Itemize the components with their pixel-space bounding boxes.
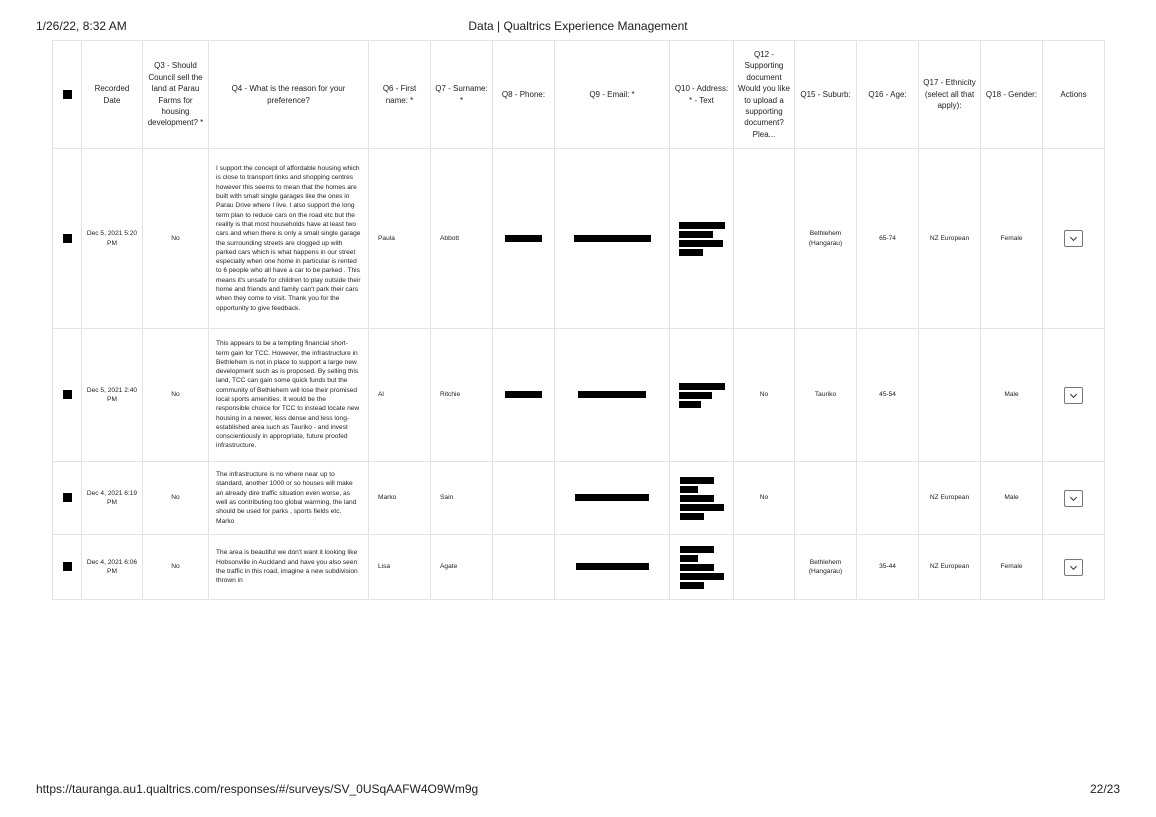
q4-cell: This appears to be a tempting financial short-term gain for TCC. However, the infrastructure in Bethlehem is not in place to support a large new development such as is proposed. By selling this land, TCC can gain some quick funds but the community of Bethlehem will lose their promised local sports amenities. It would be the responsible choice for TCC to instead locate new housing in a newer, less dense and less long-established area such as Tauriko - and invest conscientiously in appropriate, future proofed infrastructure.	[209, 329, 369, 462]
actions-button[interactable]	[1064, 230, 1083, 247]
supporting-doc-cell	[734, 149, 795, 329]
checkbox-icon[interactable]	[63, 562, 72, 571]
q4-cell: The infrastructure is no where near up to standard, another 1000 or so houses will make an already dire traffic situation even worse, as well as contributing too global warming, the land should be used for parks , sports fields etc. Marko	[209, 462, 369, 535]
age-cell: 35-44	[857, 535, 919, 600]
redacted-email	[578, 391, 646, 398]
ethnicity-cell: NZ European	[919, 535, 981, 600]
table-row	[53, 149, 1105, 329]
surname-cell: Agate	[431, 535, 493, 600]
col-header-q18[interactable]: Q18 - Gender:	[981, 41, 1043, 149]
age-cell: 45-54	[857, 329, 919, 462]
email-cell	[555, 462, 670, 535]
actions-cell	[1043, 535, 1105, 600]
actions-button[interactable]	[1064, 490, 1083, 507]
supporting-doc-cell: No	[734, 462, 795, 535]
checkbox-icon[interactable]	[63, 234, 72, 243]
col-header-q9[interactable]: Q9 - Email: *	[555, 41, 670, 149]
redacted-address	[679, 381, 725, 410]
gender-cell: Female	[981, 149, 1043, 329]
actions-button[interactable]	[1064, 387, 1083, 404]
chevron-down-icon	[1070, 390, 1077, 397]
redacted-email	[575, 494, 649, 501]
table-header-row	[53, 41, 1105, 149]
email-cell	[555, 329, 670, 462]
chevron-down-icon	[1070, 493, 1077, 500]
actions-cell	[1043, 462, 1105, 535]
actions-cell	[1043, 329, 1105, 462]
select-all-cell[interactable]	[53, 41, 82, 149]
email-cell	[555, 535, 670, 600]
surname-cell: Sain	[431, 462, 493, 535]
actions-button[interactable]	[1064, 559, 1083, 576]
actions-cell	[1043, 149, 1105, 329]
suburb-cell	[795, 462, 857, 535]
col-header-q8[interactable]: Q8 - Phone:	[493, 41, 555, 149]
print-footer	[36, 782, 1120, 798]
redacted-phone	[505, 391, 542, 398]
ethnicity-cell: NZ European	[919, 462, 981, 535]
table-row	[53, 535, 1105, 600]
col-header-recorded-date[interactable]: Recorded Date	[82, 41, 143, 149]
first-name-cell: Paula	[369, 149, 431, 329]
row-select-cell[interactable]	[53, 329, 82, 462]
page-number: 22/23	[1089, 782, 1120, 796]
redacted-email	[574, 235, 651, 242]
age-cell: 65-74	[857, 149, 919, 329]
row-select-cell[interactable]	[53, 462, 82, 535]
redacted-address	[680, 475, 724, 522]
checkbox-icon[interactable]	[63, 90, 72, 99]
address-cell	[670, 329, 734, 462]
col-header-actions: Actions	[1043, 41, 1105, 149]
recorded-date-cell: Dec 5, 2021 5:20 PM	[82, 149, 143, 329]
redacted-phone	[505, 235, 542, 242]
recorded-date-cell: Dec 4, 2021 6:19 PM	[82, 462, 143, 535]
col-header-q6[interactable]: Q6 - First name: *	[369, 41, 431, 149]
ethnicity-cell: NZ European	[919, 149, 981, 329]
page-title: Data | Qualtrics Experience Management	[468, 19, 688, 33]
gender-cell: Male	[981, 462, 1043, 535]
recorded-date-cell: Dec 4, 2021 6:06 PM	[82, 535, 143, 600]
recorded-date-cell: Dec 5, 2021 2:40 PM	[82, 329, 143, 462]
ethnicity-cell	[919, 329, 981, 462]
print-header	[36, 19, 1120, 35]
redacted-address	[680, 544, 724, 591]
address-cell	[670, 535, 734, 600]
age-cell	[857, 462, 919, 535]
chevron-down-icon	[1070, 562, 1077, 569]
suburb-cell: Tauriko	[795, 329, 857, 462]
first-name-cell: Marko	[369, 462, 431, 535]
col-header-q17[interactable]: Q17 - Ethnicity (select all that apply):	[919, 41, 981, 149]
col-header-q10[interactable]: Q10 - Address: * - Text	[670, 41, 734, 149]
q3-cell: No	[143, 535, 209, 600]
col-header-q15[interactable]: Q15 - Suburb:	[795, 41, 857, 149]
q3-cell: No	[143, 329, 209, 462]
surname-cell: Ritchie	[431, 329, 493, 462]
print-datetime: 1/26/22, 8:32 AM	[36, 19, 127, 33]
gender-cell: Female	[981, 535, 1043, 600]
address-cell	[670, 462, 734, 535]
col-header-q7[interactable]: Q7 - Surname: *	[431, 41, 493, 149]
first-name-cell: Al	[369, 329, 431, 462]
surname-cell: Abbott	[431, 149, 493, 329]
q4-cell: The area is beautiful we don't want it looking like Hobsonville in Auckland and have you also seen the traffic in this road, imagine a new subdivision thrown in	[209, 535, 369, 600]
gender-cell: Male	[981, 329, 1043, 462]
checkbox-icon[interactable]	[63, 493, 72, 502]
responses-table	[52, 40, 1105, 600]
phone-cell	[493, 329, 555, 462]
redacted-email	[576, 563, 649, 570]
q3-cell: No	[143, 462, 209, 535]
phone-cell	[493, 462, 555, 535]
address-cell	[670, 149, 734, 329]
page-url: https://tauranga.au1.qualtrics.com/responses/#/surveys/SV_0USqAAFW4O9Wm9g	[36, 782, 479, 796]
col-header-q12[interactable]: Q12 - Supporting document Would you like to upload a supporting document? Plea...	[734, 41, 795, 149]
row-select-cell[interactable]	[53, 535, 82, 600]
table-row	[53, 329, 1105, 462]
suburb-cell: Bethlehem (Hangarau)	[795, 535, 857, 600]
col-header-q3[interactable]: Q3 - Should Council sell the land at Parau Farms for housing development? *	[143, 41, 209, 149]
first-name-cell: Lisa	[369, 535, 431, 600]
email-cell	[555, 149, 670, 329]
chevron-down-icon	[1070, 234, 1077, 241]
checkbox-icon[interactable]	[63, 390, 72, 399]
supporting-doc-cell: No	[734, 329, 795, 462]
q4-cell: I support the concept of affordable housing which is close to transport links and shopping centres however this seems to mean that the homes are built with small single garages like the ones in Parau Drive where I live. I also support the long term plan to reduce cars on the road etc but the reality is that most households have at least two cars and when there is only a small single garage the surrounding streets are clogged up with parked cars which is what happens in our street especially when one home in particular is rented to 6 people who all have a car to be parked . This means it's unsafe for children to play outside their home and friends and family can't park their cars when they come to visit. Thank you for the opportunity to give feedback.	[209, 149, 369, 329]
phone-cell	[493, 535, 555, 600]
q3-cell: No	[143, 149, 209, 329]
redacted-address	[679, 220, 725, 258]
suburb-cell: Bethlehem (Hangarau)	[795, 149, 857, 329]
supporting-doc-cell	[734, 535, 795, 600]
col-header-q16[interactable]: Q16 - Age:	[857, 41, 919, 149]
col-header-q4[interactable]: Q4 - What is the reason for your preference?	[209, 41, 369, 149]
phone-cell	[493, 149, 555, 329]
table-row	[53, 462, 1105, 535]
row-select-cell[interactable]	[53, 149, 82, 329]
